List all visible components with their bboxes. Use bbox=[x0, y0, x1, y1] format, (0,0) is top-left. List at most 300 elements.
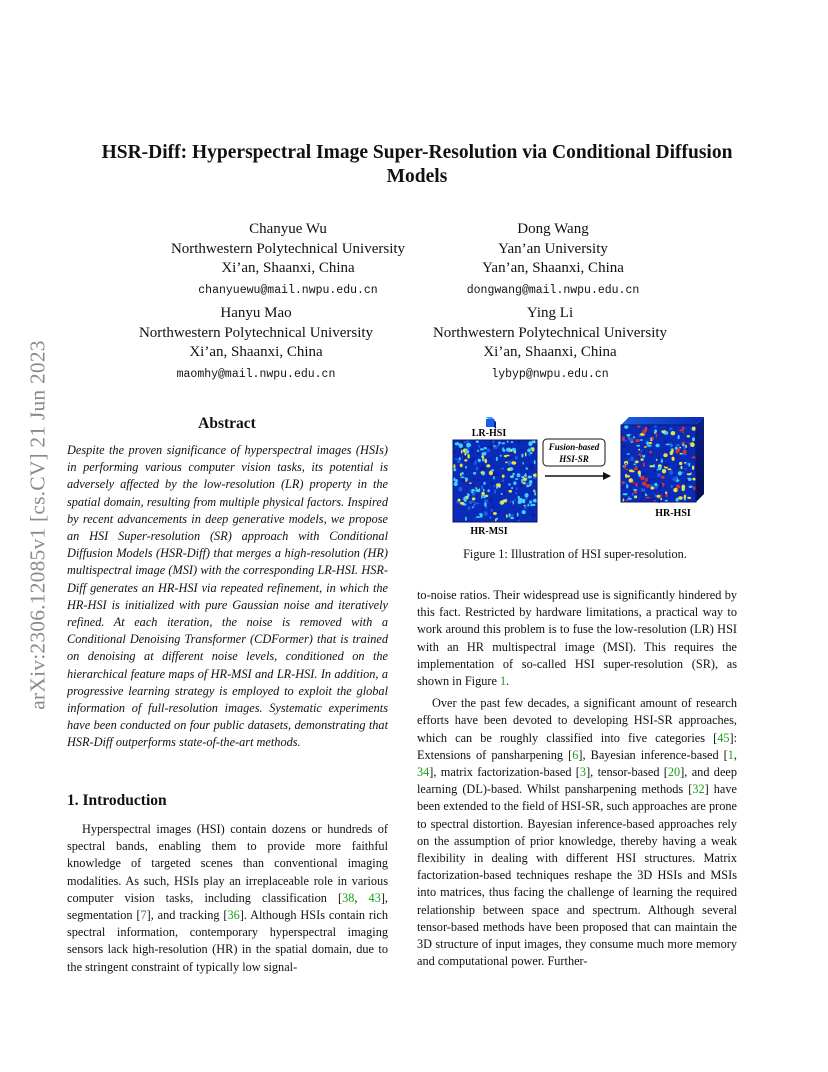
texture-dot bbox=[669, 427, 673, 430]
texture-dot bbox=[468, 492, 470, 494]
texture-dot bbox=[503, 499, 507, 502]
texture-dot bbox=[671, 431, 676, 435]
citation-link[interactable]: 1 bbox=[727, 747, 734, 762]
texture-dot bbox=[667, 426, 669, 430]
texture-dot bbox=[669, 470, 673, 475]
texture-dot bbox=[641, 492, 644, 496]
texture-dot bbox=[626, 434, 630, 436]
texture-dot bbox=[679, 447, 681, 449]
texture-dot bbox=[508, 483, 510, 485]
texture-dot bbox=[676, 498, 679, 502]
texture-dot bbox=[666, 450, 668, 452]
texture-dot bbox=[483, 482, 485, 485]
texture-dot bbox=[625, 474, 627, 478]
texture-dot bbox=[462, 479, 466, 482]
abstract-text: Despite the proven significance of hyperspectral images (HSIs) in performing various computer vision tasks, its potential is adversely affected by the low-resolution (LR) property in the spatial domain, resulting from multiple physical factors. Inspired by recent advancements in deep generative models, we propose an HSI Super-resolution (SR) approach with Conditional Diffusion Models (HSR-Diff) that merges a high-resolution (HR) multispectral image (MSI) with the corresponding LR-HSI. HSR-Diff generates an HR-HSI via repeated refinement, in which the HR-HSI is initialized with pure Gaussian noise and iteratively refined. At each iteration, the noise is removed with a Conditional Denoising Transformer (CDFormer) that is trained on denoising at different noise levels, conditioned on the hierarchical feature maps of HR-MSI and LR-HSI. In addition, a progressive learning strategy is employed to exploit the global information of full-resolution images. Systematic experiments have been conducted on four public datasets, demonstrating that HSR-Diff outperforms state-of-the-art methods. bbox=[67, 443, 388, 750]
texture-dot bbox=[475, 517, 478, 519]
texture-dot bbox=[530, 452, 533, 454]
figure-1-graphic bbox=[415, 412, 735, 538]
texture-dot bbox=[464, 459, 467, 461]
texture-dot bbox=[515, 478, 518, 480]
texture-dot bbox=[687, 497, 691, 499]
texture-dot bbox=[522, 462, 524, 465]
texture-dot bbox=[667, 468, 671, 470]
citation-link[interactable]: 20 bbox=[667, 765, 681, 780]
texture-dot bbox=[678, 496, 682, 499]
texture-dot bbox=[529, 480, 532, 484]
texture-dot bbox=[634, 463, 636, 465]
texture-dot bbox=[635, 439, 639, 442]
texture-dot bbox=[490, 498, 493, 503]
texture-dot bbox=[634, 467, 638, 470]
citation-link[interactable]: 38 bbox=[342, 890, 355, 905]
texture-dot bbox=[656, 459, 658, 461]
texture-dot bbox=[476, 489, 479, 492]
texture-dot bbox=[643, 462, 645, 467]
texture-dot bbox=[628, 498, 632, 500]
texture-dot bbox=[682, 427, 685, 430]
intro-paragraph-3: Over the past few decades, a significant amount of research efforts have been devoted to developing HSI-SR approaches, which can be roughly classified into five categories [45]: Extensions of pansharpening [6], Bayesian inference-based [1, 34], matrix factorization-based [3], tensor-based [20], and deep learning (DL)-based. Whilst pansharpening methods [32] have been extended to the field of HSI-SR, such approaches are prone to spectral distortion. Bayesian inference-based approaches rely on the assumption of prior knowledge, thereby having a weak flexibility in dealing with different HSI structures. Matrix factorization-based techniques reshape the 3D HSIs and MSIs into matrices, thus facing the challenge of learning the required relationship between space and spectrum. Although several tensor-based methods have been proposed that can maintain the 3D structure of input images, they consume much more memory and computational power. Further- bbox=[417, 696, 738, 969]
texture-dot bbox=[689, 486, 693, 488]
texture-dot bbox=[633, 489, 637, 491]
texture-dot bbox=[641, 458, 644, 461]
texture-dot bbox=[656, 433, 658, 437]
texture-dot bbox=[477, 479, 480, 481]
arrow-icon bbox=[545, 472, 611, 480]
texture-dot bbox=[510, 517, 514, 520]
texture-dot bbox=[488, 445, 493, 448]
texture-dot bbox=[464, 453, 466, 456]
texture-dot bbox=[454, 458, 459, 460]
texture-dot bbox=[534, 460, 536, 464]
texture-dot bbox=[510, 501, 512, 506]
author-affiliation: Northwestern Polytechnical University bbox=[138, 324, 374, 341]
texture-dot bbox=[506, 456, 511, 459]
texture-dot bbox=[535, 441, 537, 443]
texture-dot bbox=[528, 476, 532, 479]
citation-link[interactable]: 3 bbox=[579, 765, 587, 780]
texture-dot bbox=[520, 484, 523, 488]
arxiv-stamp bbox=[18, 290, 58, 760]
texture-dot bbox=[649, 484, 653, 486]
texture-dot bbox=[681, 466, 683, 469]
texture-dot bbox=[684, 446, 686, 450]
texture-dot bbox=[650, 486, 654, 489]
texture-dot bbox=[621, 486, 625, 489]
author-block-3 bbox=[118, 304, 394, 387]
texture-dot bbox=[627, 453, 630, 455]
texture-dot bbox=[493, 512, 497, 515]
author-name: Ying Li bbox=[526, 305, 574, 321]
texture-dot bbox=[512, 448, 516, 452]
texture-dot bbox=[657, 495, 661, 498]
texture-dot bbox=[527, 449, 531, 453]
texture-dot bbox=[482, 452, 487, 455]
figure-1 bbox=[415, 412, 735, 538]
texture-dot bbox=[666, 444, 670, 446]
texture-dot bbox=[655, 494, 657, 498]
texture-dot bbox=[656, 444, 660, 448]
texture-dot bbox=[459, 443, 463, 448]
texture-dot bbox=[642, 430, 646, 434]
texture-dot bbox=[492, 505, 494, 507]
texture-dot bbox=[454, 482, 458, 486]
intro-right-column bbox=[417, 587, 737, 970]
texture-dot bbox=[692, 456, 696, 458]
texture-dot bbox=[644, 446, 647, 448]
texture-dot bbox=[480, 467, 485, 471]
texture-dot bbox=[481, 485, 484, 489]
texture-dot bbox=[665, 440, 668, 444]
citation-link[interactable]: 34 bbox=[417, 765, 430, 780]
texture-dot bbox=[506, 514, 508, 518]
intro-left-column bbox=[67, 821, 388, 976]
texture-dot bbox=[473, 504, 475, 507]
hr-hsi-label: HR-HSI bbox=[655, 508, 691, 519]
texture-dot bbox=[649, 451, 652, 454]
texture-dot bbox=[496, 518, 499, 520]
texture-dot bbox=[684, 468, 687, 470]
texture-dot bbox=[505, 462, 508, 464]
texture-dot bbox=[670, 485, 673, 488]
citation-link[interactable]: 7 bbox=[140, 908, 147, 923]
texture-dot bbox=[684, 462, 686, 464]
texture-dot bbox=[498, 442, 501, 445]
texture-dot bbox=[506, 448, 511, 452]
texture-dot bbox=[641, 497, 643, 502]
texture-dot bbox=[461, 476, 465, 478]
texture-dot bbox=[693, 486, 696, 490]
texture-dot bbox=[692, 466, 694, 470]
texture-dot bbox=[460, 473, 462, 476]
texture-dot bbox=[646, 499, 650, 502]
texture-dot bbox=[662, 469, 666, 473]
texture-dot bbox=[511, 487, 513, 489]
texture-dot bbox=[477, 452, 479, 455]
texture-dot bbox=[531, 447, 534, 451]
texture-dot bbox=[660, 498, 662, 501]
texture-dot bbox=[517, 473, 521, 477]
texture-dot bbox=[531, 504, 536, 506]
figure-ref-link[interactable]: 1 bbox=[500, 674, 507, 689]
texture-dot bbox=[672, 477, 676, 481]
texture-dot bbox=[682, 444, 684, 447]
texture-dot bbox=[487, 489, 489, 492]
texture-dot bbox=[517, 513, 519, 517]
texture-dot bbox=[647, 479, 652, 481]
texture-dot bbox=[496, 486, 498, 489]
texture-dot bbox=[525, 452, 527, 456]
citation-link[interactable]: 45 bbox=[717, 730, 730, 745]
texture-dot bbox=[525, 493, 529, 498]
citation-link[interactable]: 36 bbox=[227, 908, 240, 923]
texture-dot bbox=[682, 431, 684, 434]
texture-dot bbox=[515, 456, 518, 460]
lr-hsi-label: LR-HSI bbox=[471, 428, 507, 439]
texture-dot bbox=[461, 450, 463, 454]
texture-dot bbox=[508, 513, 510, 517]
author-email[interactable]: maomhy@mail.nwpu.edu.cn bbox=[176, 367, 336, 381]
hr-msi-label: HR-MSI bbox=[470, 526, 508, 537]
texture-dot bbox=[478, 459, 481, 462]
texture-dot bbox=[661, 430, 665, 433]
texture-dot bbox=[457, 460, 460, 463]
texture-dot bbox=[665, 463, 669, 466]
author-block-2 bbox=[436, 220, 670, 303]
texture-dot bbox=[467, 444, 471, 446]
texture-dot bbox=[498, 511, 500, 514]
texture-dot bbox=[530, 466, 534, 469]
texture-dot bbox=[678, 471, 682, 475]
texture-dot bbox=[484, 511, 488, 515]
texture-dot bbox=[460, 464, 463, 468]
texture-dot bbox=[533, 490, 535, 492]
texture-dot bbox=[461, 472, 463, 475]
texture-dot bbox=[673, 488, 677, 492]
texture-dot bbox=[473, 491, 475, 496]
texture-dot bbox=[484, 500, 488, 503]
texture-dot bbox=[658, 456, 661, 460]
texture-dot bbox=[650, 439, 652, 441]
citation-link[interactable]: 43 bbox=[368, 890, 381, 905]
texture-dot bbox=[687, 435, 690, 438]
texture-dot bbox=[502, 479, 504, 482]
texture-dot bbox=[531, 513, 535, 517]
texture-dot bbox=[686, 448, 690, 450]
texture-dot bbox=[666, 493, 668, 497]
texture-dot bbox=[645, 493, 647, 496]
texture-dot bbox=[626, 469, 629, 471]
texture-dot bbox=[678, 435, 680, 439]
texture-dot bbox=[516, 517, 520, 520]
texture-dot bbox=[646, 484, 651, 488]
texture-dot bbox=[629, 438, 634, 442]
texture-dot bbox=[652, 437, 654, 440]
texture-dot bbox=[460, 502, 465, 505]
texture-dot bbox=[484, 502, 486, 507]
texture-dot bbox=[623, 493, 628, 495]
texture-dot bbox=[635, 461, 639, 464]
author-name: Dong Wang bbox=[517, 221, 589, 237]
intro-paragraph-2: to-noise ratios. Their widespread use is significantly hindered by this fact. Restricted by hardware limitations, a practical way to work around this problem is to fuse the low-resolution (LR) HSI with an HR multispectral image (MSI). This requires the implementation of so-called HSI super-resolution (SR), as shown in Figure 1. bbox=[417, 588, 737, 689]
texture-dot bbox=[471, 448, 473, 453]
texture-dot bbox=[496, 473, 498, 477]
texture-dot bbox=[526, 467, 528, 469]
texture-dot bbox=[642, 451, 645, 455]
texture-dot bbox=[521, 454, 523, 458]
citation-link[interactable]: 6 bbox=[572, 747, 579, 762]
author-affiliation: Northwestern Polytechnical University bbox=[170, 240, 406, 257]
texture-dot bbox=[640, 476, 645, 480]
texture-dot bbox=[675, 447, 678, 450]
texture-dot bbox=[684, 495, 686, 499]
author-location: Xi’an, Shaanxi, China bbox=[189, 344, 323, 360]
texture-dot bbox=[508, 490, 512, 493]
texture-dot bbox=[507, 441, 509, 443]
texture-dot bbox=[636, 445, 640, 447]
texture-dot bbox=[658, 466, 662, 470]
texture-dot bbox=[653, 470, 658, 472]
texture-dot bbox=[524, 475, 527, 477]
texture-dot bbox=[464, 500, 467, 502]
author-email[interactable]: lybyp@nwpu.edu.cn bbox=[491, 367, 609, 381]
texture-dot bbox=[621, 481, 624, 483]
texture-dot bbox=[689, 463, 691, 467]
texture-dot bbox=[625, 463, 627, 465]
texture-dot bbox=[511, 441, 513, 443]
author-affiliation: Northwestern Polytechnical University bbox=[432, 324, 668, 341]
texture-dot bbox=[456, 501, 459, 503]
texture-dot bbox=[489, 516, 491, 519]
texture-dot bbox=[473, 479, 475, 481]
texture-dot bbox=[681, 485, 685, 490]
author-email[interactable]: chanyuewu@mail.nwpu.edu.cn bbox=[198, 283, 378, 297]
texture-dot bbox=[534, 492, 536, 496]
texture-dot bbox=[503, 492, 505, 495]
author-name: Chanyue Wu bbox=[249, 221, 327, 237]
hr-hsi-cube bbox=[620, 417, 704, 503]
texture-dot bbox=[512, 473, 514, 476]
texture-dot bbox=[628, 496, 630, 498]
texture-dot bbox=[480, 513, 483, 518]
texture-dot bbox=[654, 487, 658, 489]
texture-dot bbox=[523, 478, 527, 481]
texture-dot bbox=[671, 448, 673, 450]
texture-dot bbox=[630, 456, 634, 461]
texture-dot bbox=[648, 453, 651, 455]
citation-link[interactable]: 32 bbox=[692, 782, 705, 797]
paper-title: HSR-Diff: Hyperspectral Image Super-Resolution via Conditional Diffusion Models bbox=[101, 142, 733, 187]
texture-dot bbox=[475, 503, 479, 505]
texture-dot bbox=[475, 487, 477, 489]
fusion-box-line1: Fusion-based bbox=[548, 442, 600, 452]
texture-dot bbox=[494, 489, 496, 494]
texture-dot bbox=[638, 471, 641, 475]
texture-dot bbox=[677, 465, 680, 468]
author-location: Xi’an, Shaanxi, China bbox=[221, 260, 355, 276]
texture-dot bbox=[478, 445, 480, 448]
texture-dot bbox=[458, 487, 462, 492]
texture-dot bbox=[685, 438, 689, 440]
texture-dot bbox=[469, 501, 473, 504]
texture-dot bbox=[468, 506, 471, 510]
texture-dot bbox=[465, 466, 467, 469]
texture-dot bbox=[687, 473, 692, 475]
author-location: Xi’an, Shaanxi, China bbox=[483, 344, 617, 360]
texture-dot bbox=[465, 517, 467, 521]
hr-msi-image bbox=[453, 439, 538, 522]
texture-dot bbox=[645, 427, 648, 430]
texture-dot bbox=[502, 447, 504, 451]
texture-dot bbox=[692, 437, 695, 441]
texture-dot bbox=[640, 450, 642, 452]
texture-dot bbox=[511, 514, 514, 516]
texture-dot bbox=[665, 491, 667, 494]
texture-dot bbox=[487, 464, 491, 467]
texture-dot bbox=[649, 442, 653, 444]
texture-dot bbox=[651, 454, 653, 456]
texture-dot bbox=[622, 436, 625, 440]
texture-dot bbox=[690, 442, 695, 447]
texture-dot bbox=[632, 481, 634, 483]
texture-dot bbox=[469, 482, 472, 484]
texture-dot bbox=[635, 483, 637, 487]
texture-dot bbox=[522, 510, 526, 514]
texture-dot bbox=[470, 489, 472, 492]
texture-dot bbox=[481, 455, 484, 458]
texture-dot bbox=[686, 479, 689, 484]
texture-dot bbox=[514, 499, 516, 501]
figure-1-caption: Figure 1: Illustration of HSI super-resolution. bbox=[463, 547, 687, 561]
texture-dot bbox=[487, 448, 490, 452]
intro-paragraph-1: Hyperspectral images (HSI) contain dozens or hundreds of spectral bands, enabling them to provide more faithful knowledge of targeted scenes than conventional imaging modalities. As such, HSIs play an irreplaceable role in various computer vision tasks, including classification [38, 43], segmentation [7], and tracking [36]. Although HSIs contain rich spectral information, contemporary hyperspectral imaging sensors lack high-resolution (HR) in the spatial domain, due to the stringent constraint of typically low signal- bbox=[67, 822, 389, 974]
texture-dot bbox=[493, 476, 495, 480]
texture-dot bbox=[515, 492, 517, 494]
texture-dot bbox=[517, 441, 521, 444]
texture-dot bbox=[508, 461, 512, 465]
texture-dot bbox=[459, 457, 461, 460]
texture-dot bbox=[679, 451, 682, 453]
texture-dot bbox=[632, 492, 634, 496]
texture-dot bbox=[676, 444, 680, 447]
texture-dot bbox=[687, 452, 690, 454]
texture-dot bbox=[663, 453, 667, 457]
texture-dot bbox=[640, 439, 644, 441]
texture-dot bbox=[493, 472, 496, 477]
abstract-heading: Abstract bbox=[198, 415, 256, 432]
texture-dot bbox=[657, 473, 661, 477]
texture-dot bbox=[502, 475, 505, 478]
texture-dot bbox=[507, 468, 510, 471]
texture-dot bbox=[679, 453, 682, 455]
texture-dot bbox=[634, 491, 637, 494]
texture-dot bbox=[634, 495, 637, 498]
texture-dot bbox=[524, 505, 526, 507]
texture-dot bbox=[638, 449, 640, 451]
texture-dot bbox=[516, 487, 518, 489]
texture-dot bbox=[489, 471, 493, 476]
texture-dot bbox=[646, 497, 650, 499]
texture-dot bbox=[646, 441, 649, 445]
texture-dot bbox=[474, 460, 476, 465]
texture-dot bbox=[490, 441, 492, 444]
texture-dot bbox=[661, 476, 665, 479]
author-email[interactable]: dongwang@mail.nwpu.edu.cn bbox=[466, 283, 640, 297]
texture-dot bbox=[502, 442, 506, 444]
texture-dot bbox=[643, 472, 646, 474]
texture-dot bbox=[491, 469, 494, 471]
texture-dot bbox=[472, 507, 474, 509]
texture-dot bbox=[472, 484, 475, 486]
texture-dot bbox=[472, 497, 476, 500]
texture-dot bbox=[659, 483, 663, 488]
texture-dot bbox=[623, 445, 626, 449]
author-name: Hanyu Mao bbox=[220, 305, 292, 321]
texture-dot bbox=[497, 444, 500, 446]
texture-dot bbox=[513, 481, 516, 485]
fusion-box-line2: HSI-SR bbox=[559, 454, 589, 464]
texture-dot bbox=[641, 488, 645, 492]
texture-dot bbox=[481, 471, 484, 474]
author-location: Yan’an, Shaanxi, China bbox=[482, 260, 624, 276]
texture-dot bbox=[485, 459, 488, 464]
texture-dot bbox=[483, 495, 486, 498]
texture-dot bbox=[683, 454, 687, 456]
texture-dot bbox=[480, 448, 484, 450]
texture-dot bbox=[476, 467, 478, 471]
texture-dot bbox=[523, 482, 526, 484]
texture-dot bbox=[672, 457, 675, 461]
